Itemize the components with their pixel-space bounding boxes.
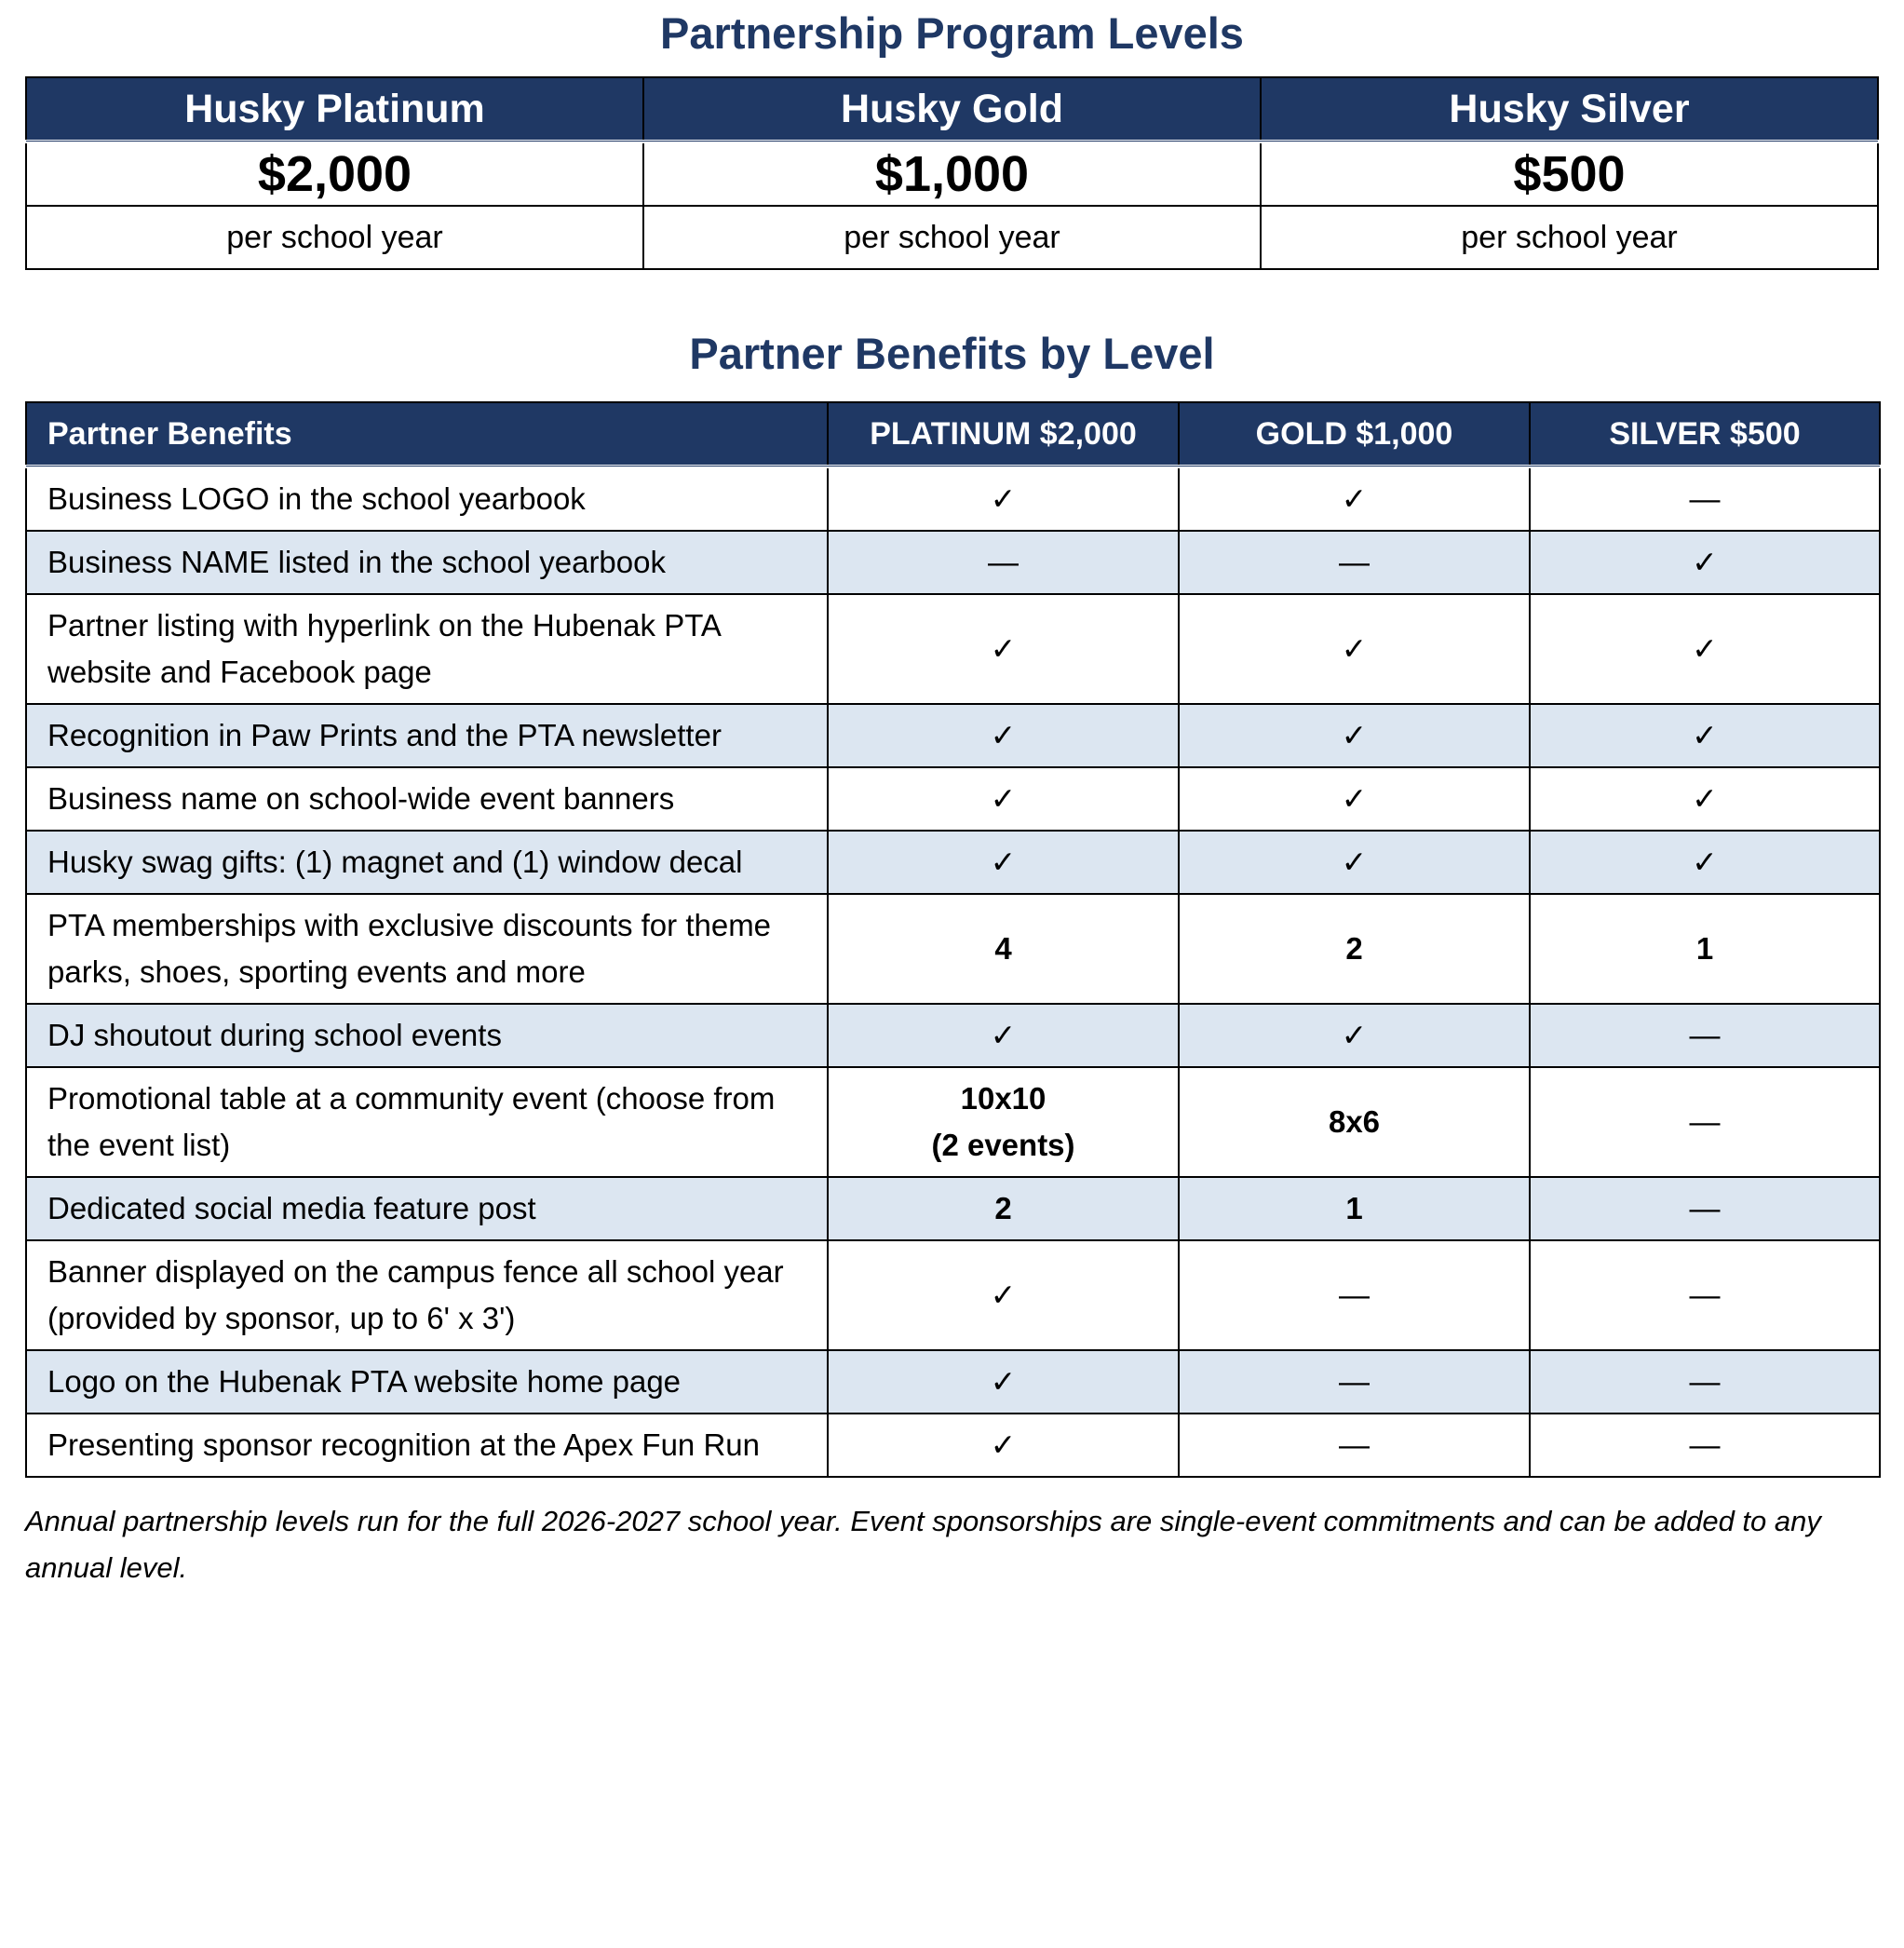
benefit-label: Business NAME listed in the school yearbook bbox=[26, 531, 828, 594]
benefit-label: Presenting sponsor recognition at the Apex Fun Run bbox=[26, 1414, 828, 1477]
silver-value: — bbox=[1530, 1414, 1880, 1477]
gold-value: — bbox=[1179, 531, 1530, 594]
silver-value: ✓ bbox=[1530, 767, 1880, 831]
table-row bbox=[26, 1350, 1880, 1414]
benefit-label: Husky swag gifts: (1) magnet and (1) window decal bbox=[26, 831, 828, 894]
gold-value: 1 bbox=[1179, 1177, 1530, 1240]
table-row bbox=[26, 831, 1880, 894]
gold-value: 8x6 bbox=[1179, 1067, 1530, 1177]
gold-value: 2 bbox=[1179, 894, 1530, 1004]
footnote: Annual partnership levels run for the full 2026-2027 school year. Event sponsorships are single-event commitments and can be added to any annual level. bbox=[25, 1505, 1821, 1584]
table-row bbox=[26, 1177, 1880, 1240]
gold-value: ✓ bbox=[1179, 467, 1530, 531]
levels-table bbox=[25, 76, 1879, 270]
header-silver: SILVER $500 bbox=[1530, 402, 1880, 467]
platinum-value: 2 bbox=[828, 1177, 1179, 1240]
header-gold: GOLD $1,000 bbox=[1179, 402, 1530, 467]
silver-value: — bbox=[1530, 1004, 1880, 1067]
benefit-label: Logo on the Hubenak PTA website home page bbox=[26, 1350, 828, 1414]
silver-value: ✓ bbox=[1530, 531, 1880, 594]
silver-value: ✓ bbox=[1530, 594, 1880, 704]
platinum-value: ✓ bbox=[828, 594, 1179, 704]
level-name-silver: Husky Silver bbox=[1261, 77, 1878, 142]
table-row bbox=[26, 704, 1880, 767]
level-period-silver: per school year bbox=[1261, 206, 1878, 269]
gold-value: ✓ bbox=[1179, 1004, 1530, 1067]
level-price-gold: $1,000 bbox=[643, 142, 1261, 206]
level-period-gold: per school year bbox=[643, 206, 1261, 269]
table-row bbox=[26, 531, 1880, 594]
gold-value: ✓ bbox=[1179, 704, 1530, 767]
silver-value: ✓ bbox=[1530, 704, 1880, 767]
table-row bbox=[26, 1067, 1880, 1177]
level-name-gold: Husky Gold bbox=[643, 77, 1261, 142]
levels-period-row bbox=[26, 206, 1878, 269]
platinum-value: ✓ bbox=[828, 831, 1179, 894]
silver-value: — bbox=[1530, 1240, 1880, 1350]
benefit-label: Banner displayed on the campus fence all school year (provided by sponsor, up to 6' x 3') bbox=[26, 1240, 828, 1350]
gold-value: — bbox=[1179, 1240, 1530, 1350]
silver-value: — bbox=[1530, 467, 1880, 531]
level-name-platinum: Husky Platinum bbox=[26, 77, 643, 142]
silver-value: — bbox=[1530, 1350, 1880, 1414]
table-row bbox=[26, 467, 1880, 531]
benefit-label: Partner listing with hyperlink on the Hubenak PTA website and Facebook page bbox=[26, 594, 828, 704]
table-row bbox=[26, 1414, 1880, 1477]
platinum-value: ✓ bbox=[828, 467, 1179, 531]
gold-value: ✓ bbox=[1179, 594, 1530, 704]
platinum-value: 4 bbox=[828, 894, 1179, 1004]
benefit-label: Business name on school-wide event banners bbox=[26, 767, 828, 831]
benefit-label: Promotional table at a community event (choose from the event list) bbox=[26, 1067, 828, 1177]
gold-value: ✓ bbox=[1179, 831, 1530, 894]
platinum-value: ✓ bbox=[828, 1240, 1179, 1350]
level-period-platinum: per school year bbox=[26, 206, 643, 269]
platinum-value-line2: (2 events) bbox=[931, 1128, 1075, 1162]
silver-value: — bbox=[1530, 1177, 1880, 1240]
platinum-value: ✓ bbox=[828, 1414, 1179, 1477]
level-price-silver: $500 bbox=[1261, 142, 1878, 206]
platinum-value: ✓ bbox=[828, 1350, 1179, 1414]
table-row bbox=[26, 1004, 1880, 1067]
header-partner-benefits: Partner Benefits bbox=[26, 402, 828, 467]
header-platinum: PLATINUM $2,000 bbox=[828, 402, 1179, 467]
table-row bbox=[26, 767, 1880, 831]
platinum-value: ✓ bbox=[828, 767, 1179, 831]
benefit-label: Business LOGO in the school yearbook bbox=[26, 467, 828, 531]
platinum-value: ✓ bbox=[828, 1004, 1179, 1067]
table-row bbox=[26, 1240, 1880, 1350]
platinum-value bbox=[828, 1067, 1179, 1177]
levels-price-row bbox=[26, 142, 1878, 206]
levels-header-row bbox=[26, 77, 1878, 142]
page bbox=[0, 8, 1904, 1948]
benefit-label: Dedicated social media feature post bbox=[26, 1177, 828, 1240]
platinum-value: ✓ bbox=[828, 704, 1179, 767]
level-price-platinum: $2,000 bbox=[26, 142, 643, 206]
gold-value: — bbox=[1179, 1350, 1530, 1414]
silver-value: — bbox=[1530, 1067, 1880, 1177]
table-row bbox=[26, 594, 1880, 704]
silver-value: 1 bbox=[1530, 894, 1880, 1004]
benefit-label: PTA memberships with exclusive discounts for theme parks, shoes, sporting events and more bbox=[26, 894, 828, 1004]
benefit-label: Recognition in Paw Prints and the PTA newsletter bbox=[26, 704, 828, 767]
benefits-header-row bbox=[26, 402, 1880, 467]
benefit-label: DJ shoutout during school events bbox=[26, 1004, 828, 1067]
platinum-value-line1: 10x10 bbox=[960, 1081, 1047, 1116]
gold-value: — bbox=[1179, 1414, 1530, 1477]
levels-title: Partnership Program Levels bbox=[660, 8, 1244, 58]
gold-value: ✓ bbox=[1179, 767, 1530, 831]
table-row bbox=[26, 894, 1880, 1004]
benefits-table bbox=[25, 401, 1881, 1478]
silver-value: ✓ bbox=[1530, 831, 1880, 894]
platinum-value: — bbox=[828, 531, 1179, 594]
benefits-title: Partner Benefits by Level bbox=[689, 329, 1215, 378]
